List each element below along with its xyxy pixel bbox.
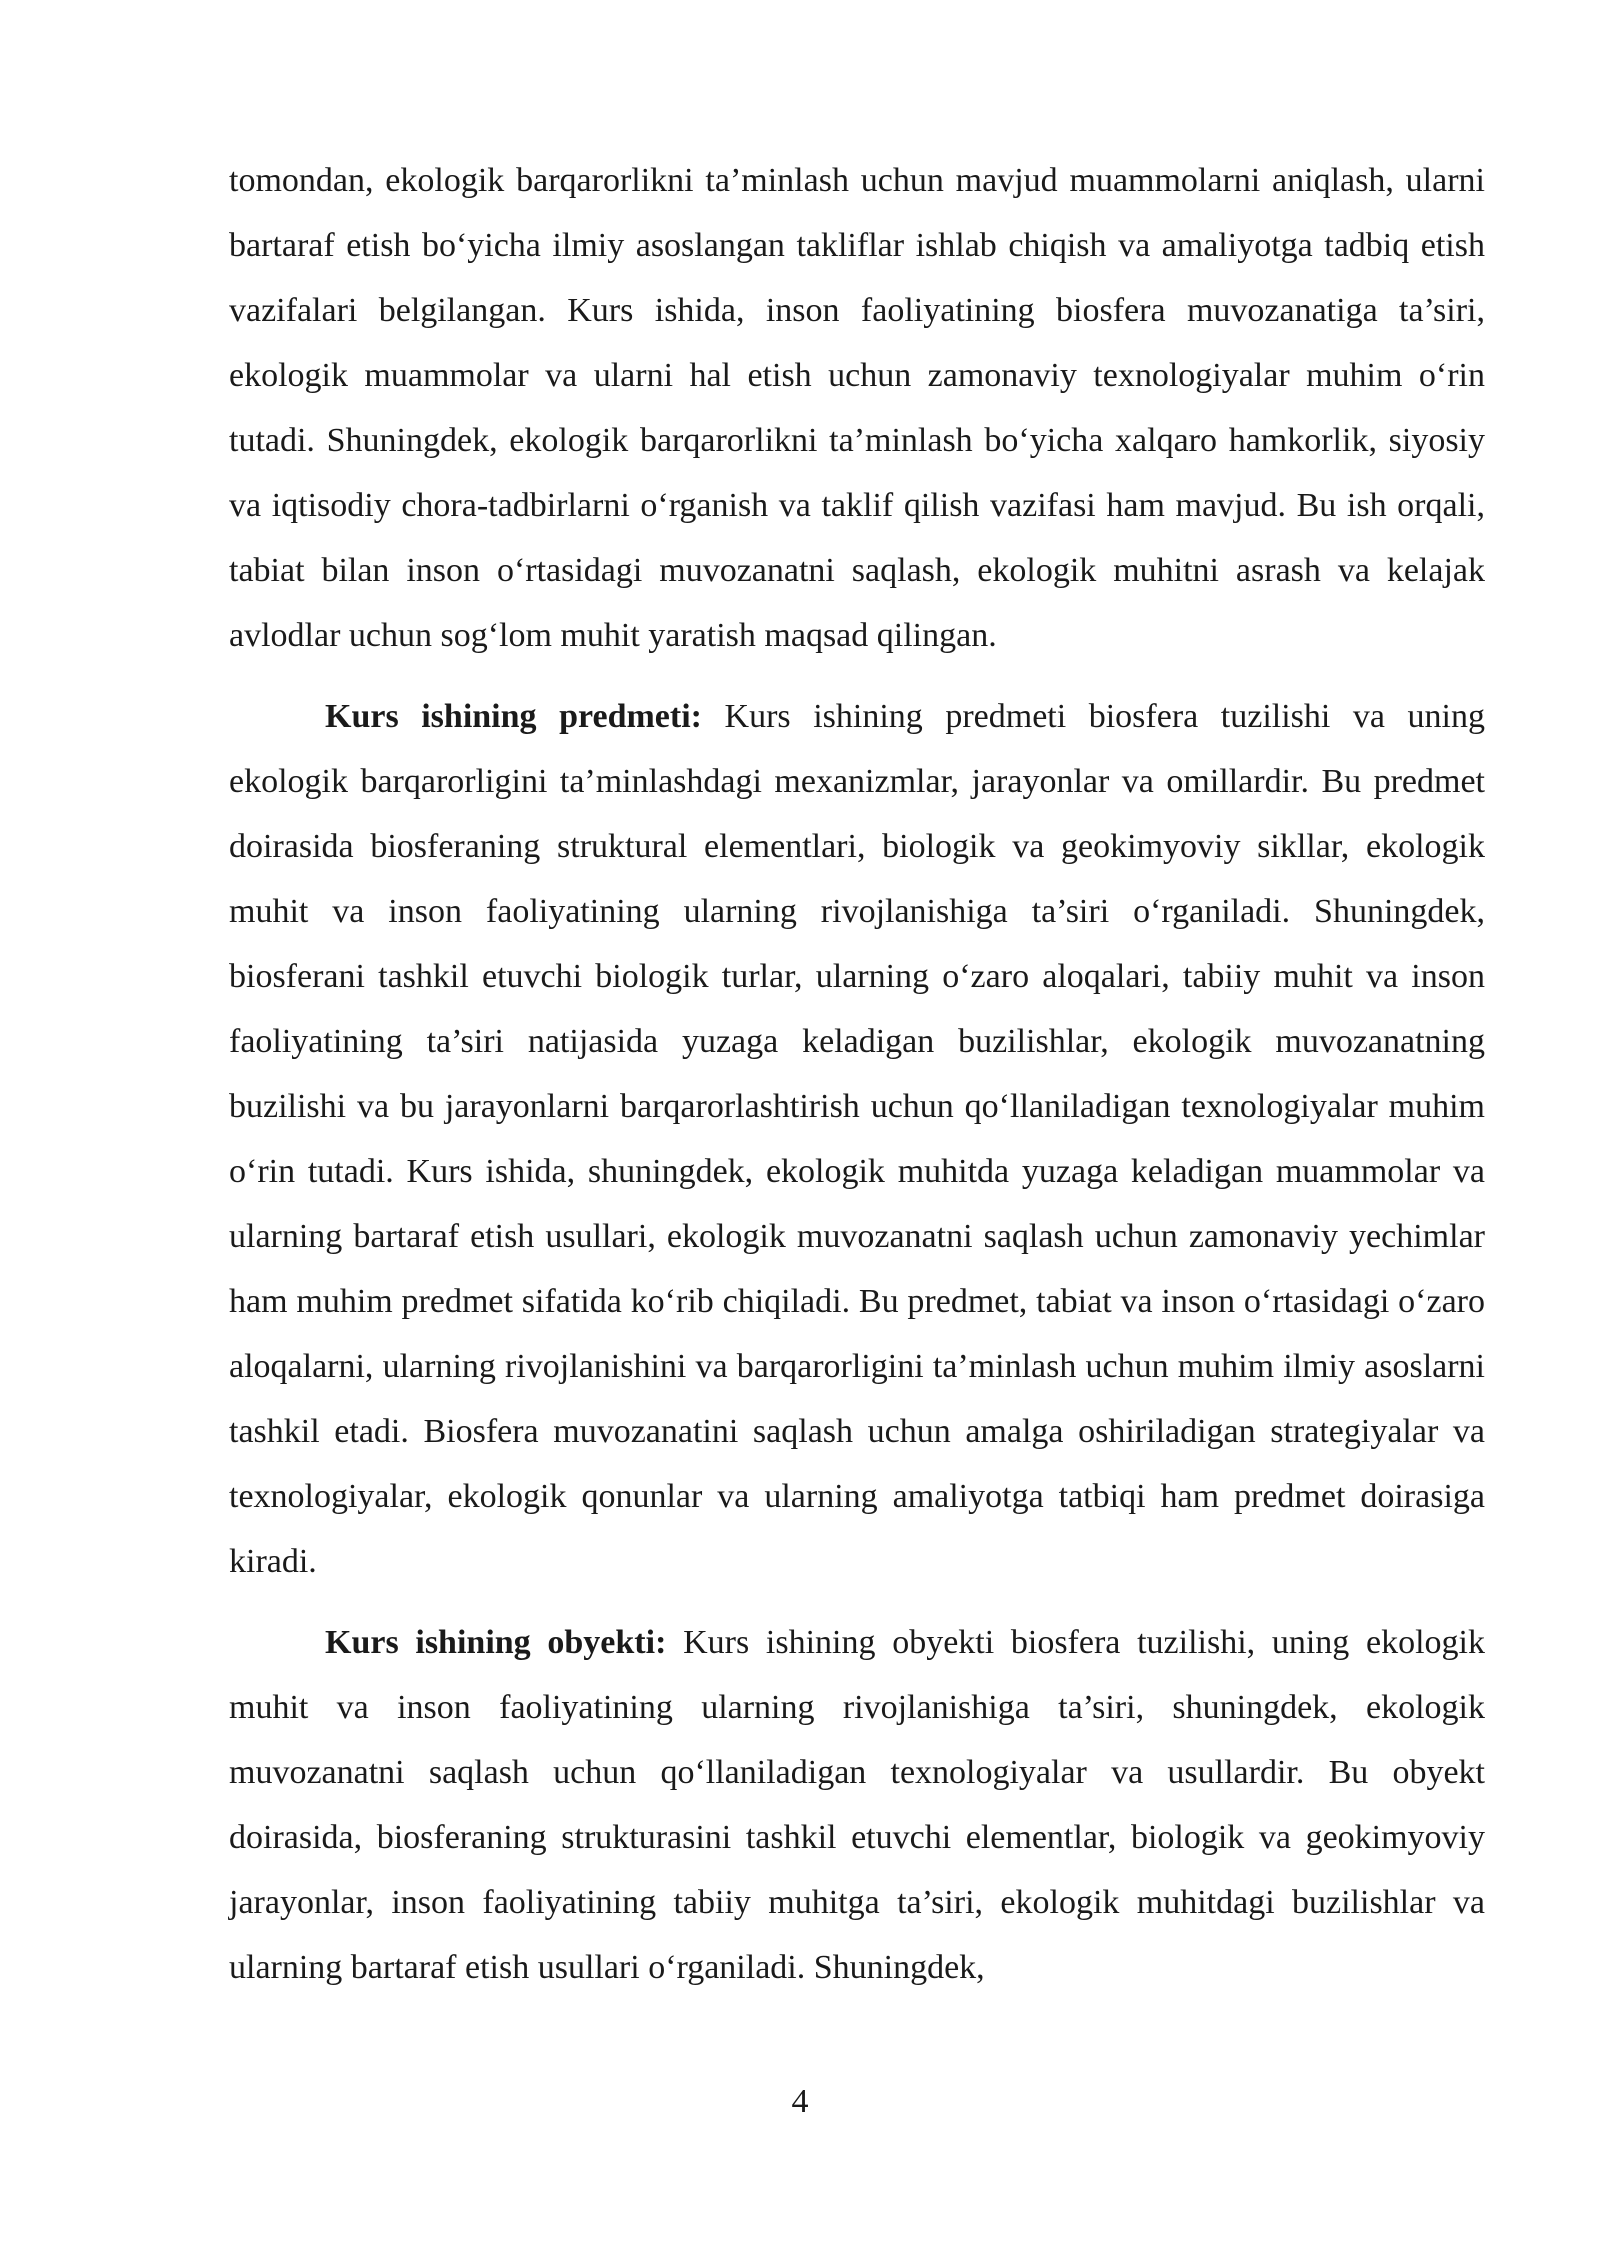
paragraph-heading-subject: Kurs ishining predmeti: (325, 698, 702, 735)
document-page (229, 148, 1485, 2000)
paragraph-continuation (229, 148, 1485, 668)
paragraph-body: Kurs ishining predmeti biosfera tuzilishi va uning ekologik barqarorligini ta’minlashdagi mexanizmlar, jarayonlar va omillardir. Bu predmet doirasida biosferaning struktural elementlari, biologik va geokimyoviy sikllar, ekologik muhit va inson faoliyatining ularning rivojlanishiga ta’siri o‘rganiladi. Shuningdek, biosferani tashkil etuvchi biologik turlar, ularning o‘zaro aloqalari, tabiiy muhit va inson faoliyatining ta’siri natijasida yuzaga keladigan buzilishlar, ekologik muvozanatning buzilishi va bu jarayonlarni barqarorlashtirish uchun qo‘llaniladigan texnologiyalar muhim o‘rin tutadi. Kurs ishida, shuningdek, ekologik muhitda yuzaga keladigan muammolar va ularning bartaraf etish usullari, ekologik muvozanatni saqlash uchun zamonaviy yechimlar ham muhim predmet sifatida ko‘rib chiqiladi. Bu predmet, tabiat va inson o‘rtasidagi o‘zaro aloqalarni, ularning rivojlanishini va barqarorligini ta’minlash uchun muhim ilmiy asoslarni tashkil etadi. Biosfera muvozanatini saqlash uchun amalga oshiriladigan strategiyalar va texnologiyalar, ekologik qonunlar va ularning amaliyotga tatbiqi ham predmet doirasiga kiradi. (229, 698, 1485, 1580)
paragraph-body: Kurs ishining obyekti biosfera tuzilishi, uning ekologik muhit va inson faoliyatining ularning rivojlanishiga ta’siri, shuningdek, ekologik muvozanatni saqlash uchun qo‘llaniladigan texnologiyalar va usullardir. Bu obyekt doirasida, biosferaning strukturasini tashkil etuvchi elementlar, biologik va geokimyoviy jarayonlar, inson faoliyatining tabiiy muhitga ta’siri, ekologik muhitdagi buzilishlar va ularning bartaraf etish usullari o‘rganiladi. Shuningdek, (229, 1624, 1485, 1986)
paragraph-course-object (229, 1610, 1485, 2000)
page-number: 4 (791, 2083, 809, 2120)
paragraph-body: tomondan, ekologik barqarorlikni ta’minlash uchun mavjud muammolarni aniqlash, ularni bartaraf etish bo‘yicha ilmiy asoslangan takliflar ishlab chiqish va amaliyotga tadbiq etish vazifalari belgilangan. Kurs ishida, inson faoliyatining biosfera muvozanatiga ta’siri, ekologik muammolar va ularni hal etish uchun zamonaviy texnologiyalar muhim o‘rin tutadi. Shuningdek, ekologik barqarorlikni ta’minlash bo‘yicha xalqaro hamkorlik, siyosiy va iqtisodiy chora-tadbirlarni o‘rganish va taklif qilish vazifasi ham mavjud. Bu ish orqali, tabiat bilan inson o‘rtasidagi muvozanatni saqlash, ekologik muhitni asrash va kelajak avlodlar uchun sog‘lom muhit yaratish maqsad qilingan. (229, 162, 1485, 654)
paragraph-course-subject (229, 684, 1485, 1594)
paragraph-heading-object: Kurs ishining obyekti: (325, 1624, 667, 1661)
